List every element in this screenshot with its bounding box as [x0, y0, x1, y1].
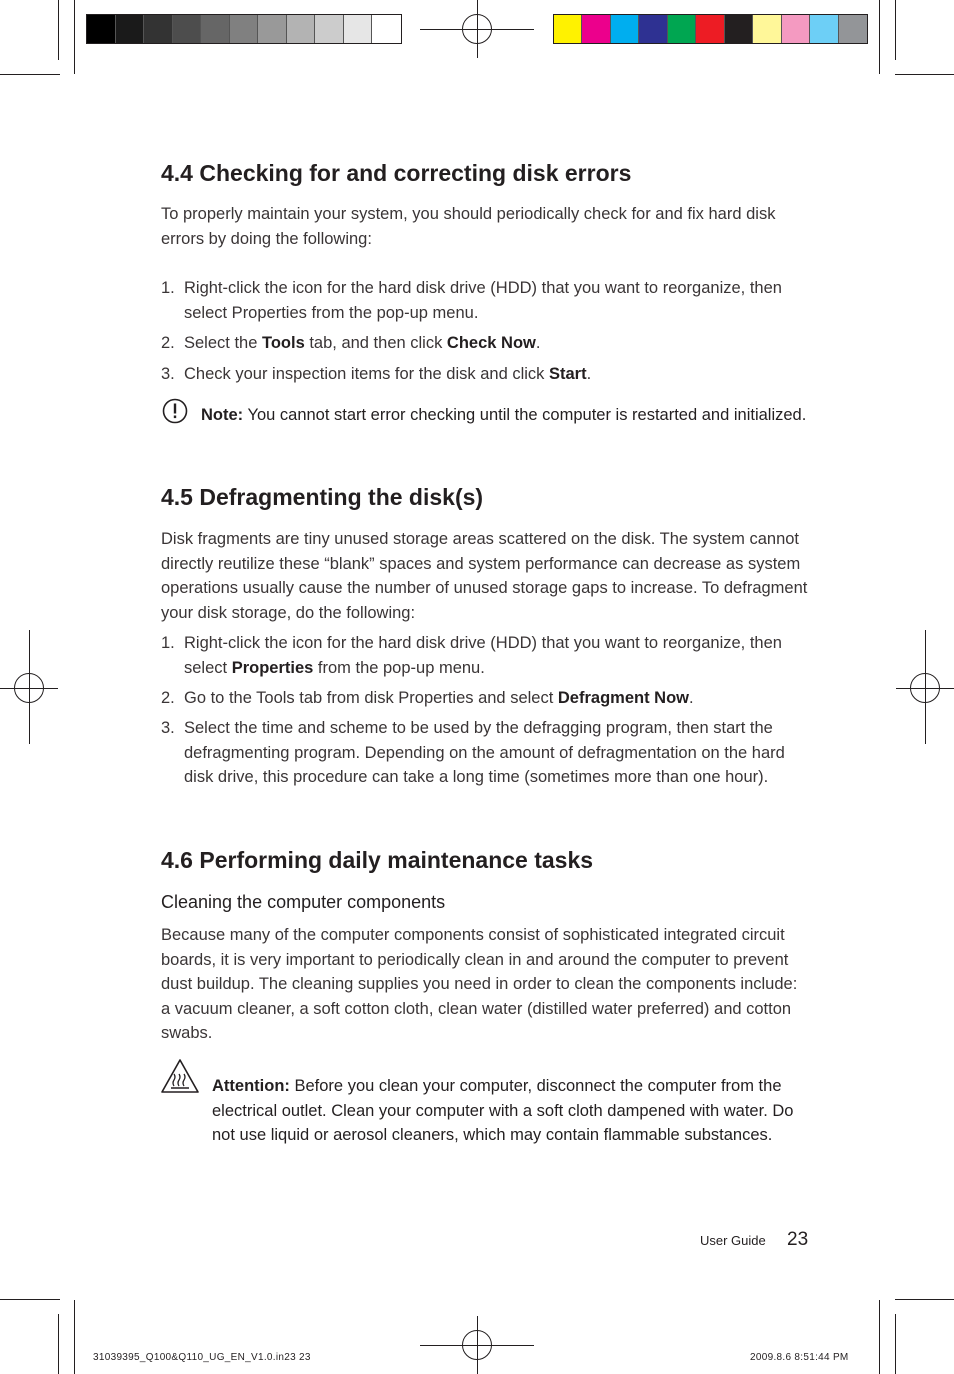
section-heading-4-5: 4.5 Defragmenting the disk(s): [161, 484, 484, 510]
color-swatch: [201, 15, 230, 43]
list-number: 1.: [161, 279, 175, 297]
note-callout: [201, 403, 811, 428]
color-swatch: [315, 15, 344, 43]
footer-label: User Guide: [700, 1233, 766, 1248]
note-label: Note:: [201, 406, 244, 424]
section-intro-4-4: To properly maintain your system, you should periodically check for and fix hard disk errors by doing the following:: [161, 205, 776, 248]
color-swatch: [87, 15, 116, 43]
color-swatch: [344, 15, 373, 43]
color-swatch: [839, 15, 867, 43]
color-swatch: [230, 15, 259, 43]
section-intro-4-5: Disk fragments are tiny unused storage areas scattered on the disk. The system cannot directly reutilize these “blank” spaces and system performance can decrease as system operations usually cause the number of unused storage gaps to increase. To defragment your disk storage, do the following:: [161, 530, 808, 622]
color-swatch: [696, 15, 724, 43]
list-text: Select the Tools tab, and then click Check Now.: [184, 334, 541, 352]
list-item: [161, 276, 811, 325]
list-number: 2.: [161, 689, 175, 707]
start-label: Start: [549, 365, 587, 383]
grayscale-color-bar: [86, 14, 402, 44]
attention-label: Attention:: [212, 1077, 290, 1095]
color-swatch: [372, 15, 401, 43]
subsection-heading: Cleaning the computer components: [161, 892, 446, 912]
color-swatch: [173, 15, 202, 43]
list-item: [161, 686, 811, 711]
check-now-label: Check Now: [446, 334, 536, 352]
list-text: Select the time and scheme to be used by the defragging program, then start the defragmenting program. Depending on the amount of defragmentation on the hard disk drive, this procedure can take a long time (sometimes more than one hour).: [184, 719, 785, 786]
list-text: Right-click the icon for the hard disk drive (HDD) that you want to reorganize, then select Properties from the pop-up menu.: [184, 279, 782, 322]
color-swatch: [782, 15, 810, 43]
color-swatch: [116, 15, 145, 43]
process-color-bar: [553, 14, 868, 44]
defragment-now-label: Defragment Now: [557, 689, 689, 707]
slug-file-info: 31039395_Q100&Q110_UG_EN_V1.0.in23 23: [93, 1352, 311, 1363]
list-item: [161, 631, 811, 680]
attention-text: Before you clean your computer, disconnect the computer from the electrical outlet. Clean your computer with a soft cloth dampened with water. Do not use liquid or aerosol cleaners, which may contain flammable substances.: [212, 1077, 794, 1144]
color-swatch: [582, 15, 610, 43]
section-heading-4-4: 4.4 Checking for and correcting disk errors: [161, 160, 632, 186]
color-swatch: [810, 15, 838, 43]
heat-warning-icon: [160, 1058, 200, 1094]
color-swatch: [144, 15, 173, 43]
color-swatch: [258, 15, 287, 43]
list-item: [161, 716, 811, 790]
properties-label: Properties: [231, 658, 314, 677]
color-swatch: [639, 15, 667, 43]
exclamation-icon: [162, 398, 188, 424]
color-swatch: [554, 15, 582, 43]
list-number: 1.: [161, 634, 175, 652]
color-swatch: [611, 15, 639, 43]
color-swatch: [753, 15, 781, 43]
section-heading-4-6: 4.6 Performing daily maintenance tasks: [161, 847, 594, 873]
attention-callout: [212, 1074, 812, 1148]
list-item: [161, 331, 811, 356]
color-swatch: [287, 15, 316, 43]
list-number: 3.: [161, 365, 175, 383]
section-body-4-6: Because many of the computer components consist of sophisticated integrated circuit boards, it is very important to periodically clean in and around the computer to prevent dust buildup. The cleaning supplies you need in order to clean the components include: a vacuum cleaner, a soft cotton cloth, clean water (distilled water preferred) and cotton swabs.: [161, 926, 798, 1042]
color-swatch: [725, 15, 753, 43]
list-text: Check your inspection items for the disk and click Start.: [184, 365, 592, 383]
note-text: You cannot start error checking until the computer is restarted and initialized.: [243, 406, 807, 424]
list-number: 3.: [161, 719, 175, 737]
list-number: 2.: [161, 334, 175, 352]
list-text: Go to the Tools tab from disk Properties and select Defragment Now.: [184, 689, 694, 707]
color-swatch: [668, 15, 696, 43]
slug-date-info: 2009.8.6 8:51:44 PM: [750, 1352, 849, 1363]
page-number: 23: [787, 1229, 809, 1250]
tools-tab-label: Tools: [261, 334, 305, 352]
list-text: Right-click the icon for the hard disk drive (HDD) that you want to reorganize, then select Properties from the pop-up menu.: [184, 634, 782, 677]
list-item: [161, 362, 811, 387]
